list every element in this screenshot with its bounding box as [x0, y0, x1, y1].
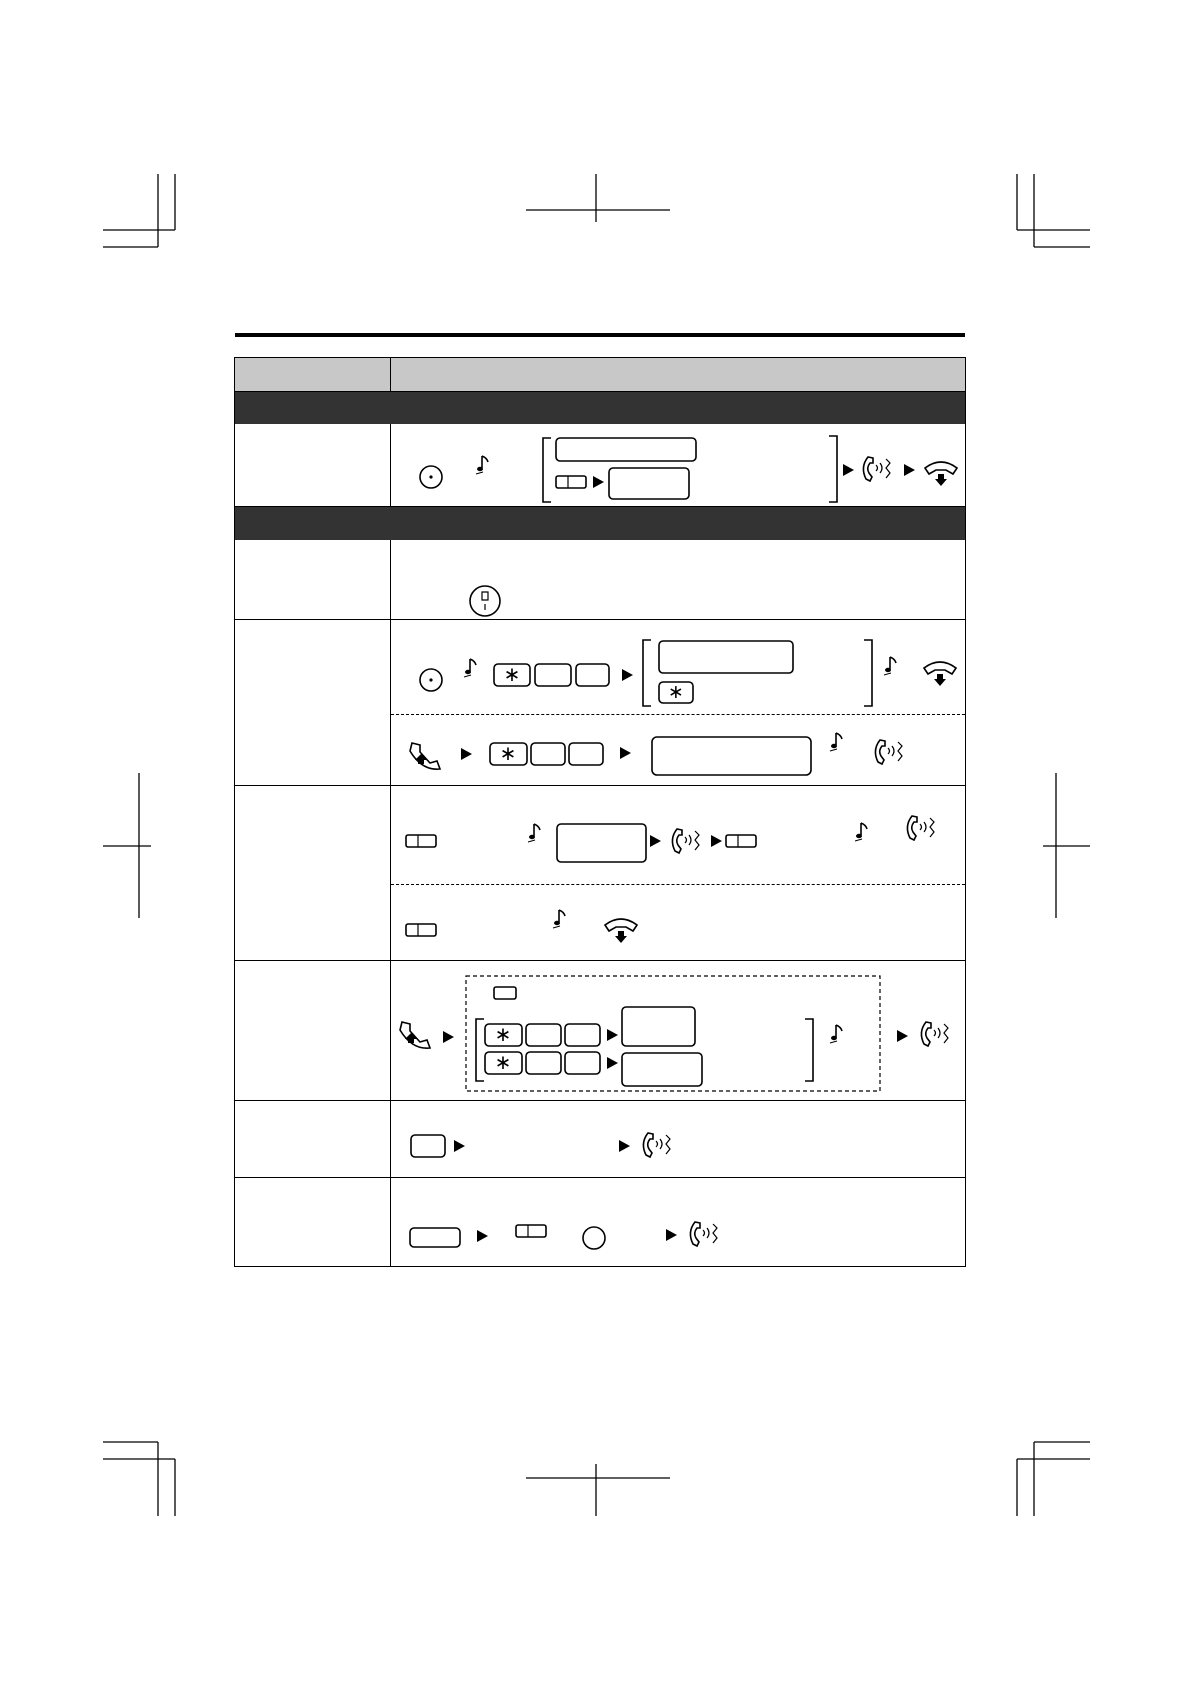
cs-key-icon	[726, 835, 756, 847]
dial-key-icon	[565, 1024, 600, 1046]
row6-procedure	[411, 1133, 670, 1157]
talk-icon	[863, 457, 890, 481]
entry-box	[609, 468, 689, 499]
dial-key-icon	[526, 1024, 561, 1046]
confirmation-tone-icon	[553, 910, 565, 928]
svg-text:∗: ∗	[503, 662, 521, 686]
dial-key-icon	[576, 664, 609, 686]
talk-icon	[907, 816, 934, 840]
entry-box	[659, 641, 793, 673]
confirmation-tone-icon	[476, 456, 488, 474]
svg-text:∗: ∗	[494, 1022, 512, 1046]
on-hook-icon	[605, 919, 637, 943]
on-hook-icon	[925, 462, 957, 486]
confirmation-tone-icon	[528, 824, 540, 842]
entry-box	[652, 737, 811, 775]
svg-text:∗: ∗	[494, 1050, 512, 1074]
off-hook-icon	[400, 1022, 430, 1048]
row3-procedure	[410, 640, 956, 775]
row4-procedure	[406, 816, 934, 943]
row2-procedure	[470, 586, 500, 616]
feature-key-icon	[410, 1228, 460, 1247]
confirmation-tone-icon	[464, 659, 476, 677]
confirmation-tone-icon	[830, 733, 842, 751]
cs-key-icon	[406, 924, 436, 936]
talk-icon	[643, 1133, 670, 1157]
talk-icon	[672, 829, 699, 853]
entry-box	[556, 438, 696, 461]
dial-key-icon	[526, 1052, 561, 1074]
row5-procedure	[400, 976, 948, 1091]
talk-icon	[921, 1022, 948, 1046]
cs-key-icon	[406, 835, 436, 847]
entry-box	[622, 1007, 695, 1046]
feature-key-icon	[411, 1135, 445, 1157]
entry-box	[557, 824, 646, 862]
row7-procedure	[410, 1222, 717, 1249]
dial-key-icon	[565, 1052, 600, 1074]
off-hook-icon	[410, 743, 440, 769]
cs-key-icon	[516, 1225, 546, 1237]
confirmation-tone-icon	[855, 823, 867, 841]
svg-text:∗: ∗	[499, 741, 517, 765]
confirmation-tone-icon	[830, 1025, 842, 1043]
confirmation-tone-icon	[884, 657, 896, 675]
dial-key-icon	[531, 743, 565, 765]
svg-text:∗: ∗	[668, 681, 684, 703]
ringing-alert-icon	[470, 586, 500, 616]
on-hook-icon	[924, 662, 956, 686]
entry-box	[622, 1053, 702, 1086]
cs-key-icon	[494, 987, 516, 999]
dial-button-icon	[583, 1227, 605, 1249]
dial-key-icon	[569, 743, 603, 765]
dial-key-icon	[535, 664, 571, 686]
talk-icon	[690, 1222, 717, 1246]
talk-icon	[875, 740, 902, 764]
cs-key-icon	[556, 476, 586, 488]
row1-procedure	[420, 436, 957, 502]
